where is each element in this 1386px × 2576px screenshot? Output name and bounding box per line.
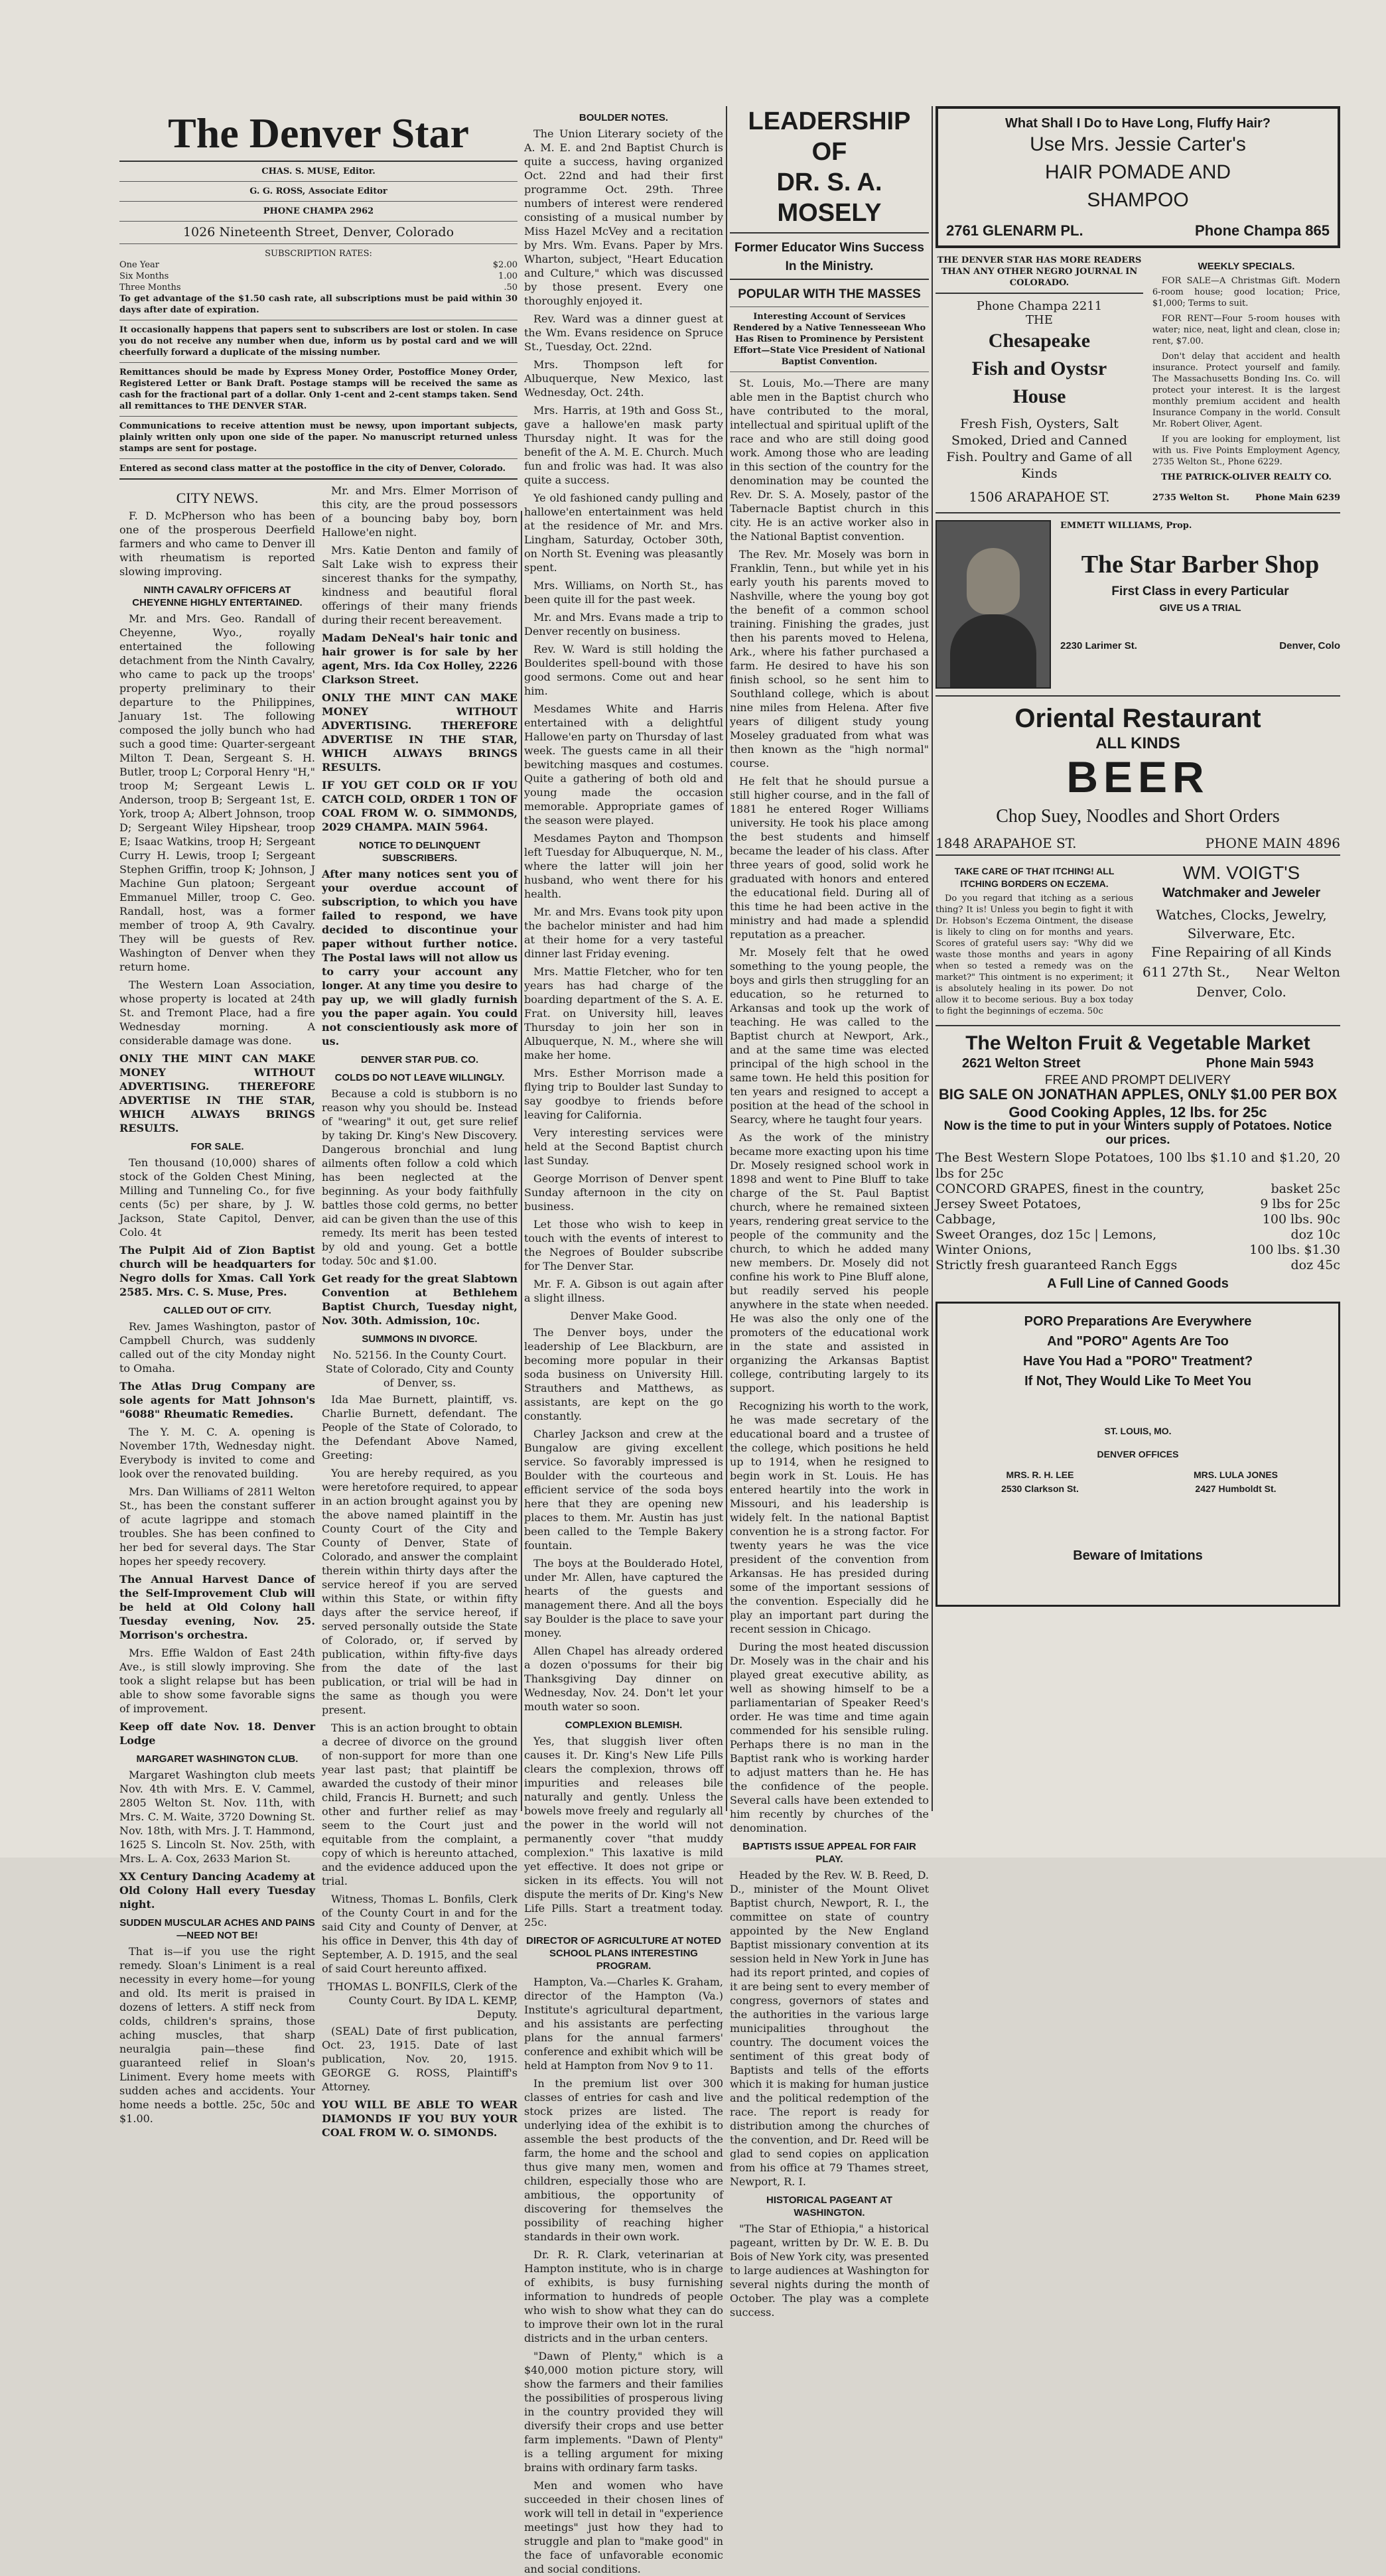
barber-ad [936, 520, 1340, 689]
news-item: The Y. M. C. A. opening is November 17th, Wednesday night. Everybody is invited to come and look over the renovated building. [119, 1426, 315, 1480]
weekly-item: Don't delay that accident and health insurance. Protect yourself and family. The Massachusetts Bonding Ins. Co. will protect your interest. It is the largest monthly premium accident and health Insurance Company in the world. Consult Mr. Robert Oliver, Agent. [1152, 352, 1340, 429]
welton-canned: A Full Line of Canned Goods [1047, 1276, 1229, 1291]
news-item: Mrs. Thompson left for Albuquerque, New Mexico, last Wednesday, Oct. 24th. [524, 358, 723, 399]
mosely-items [730, 376, 929, 2319]
entered-notice: Entered as second class matter at the postoffice in the city of Denver, Colorado. [119, 464, 506, 474]
chesapeake-address: 1506 ARAPAHOE ST. [969, 489, 1110, 505]
section-heading: HISTORICAL PAGEANT AT WASHINGTON. [766, 2195, 892, 2218]
news-item: Mrs. Williams, on North St., has been quite ill for the past week. [524, 579, 723, 606]
news-item: Recognizing his worth to the work, he was made secretary of the educational board and a trustee of the college, which positions he held up to 1914, when he resigned to begin work in St. Louis. He has entered heartily into the work in Missouri, and his leadership is widely felt. In the national Baptist convention he is a strong factor. For twenty years he was the vice president of the convention from Arkansas. He has presided during some of the important sessions of the convention. Especially did he play an important part during the recent session in Chicago. [730, 1400, 929, 1635]
carter-line-2: HAIR POMADE AND [1044, 161, 1231, 183]
poro-city: ST. LOUIS, MO. [1104, 1426, 1172, 1436]
notice-item: The Pulpit Aid of Zion Baptist church will be headquarters for Negro dolls for Xmas. Call York 2585. Mrs. C. S. Muse, Pres. [119, 1244, 315, 1298]
poro-line-4: If Not, They Would Like To Meet You [1024, 1374, 1251, 1389]
mosely-article [730, 106, 929, 2319]
section-heading: COMPLEXION BLEMISH. [565, 1720, 683, 1731]
barber-portrait [936, 520, 1051, 689]
news-item: Mrs. Katie Denton and family of Salt Lake wish to express their sincerest thanks for the sympathy, kindness and beautiful floral offerings of their many friends during their recent bereavement. [322, 544, 518, 626]
section-heading: COLDS DO NOT LEAVE WILLINGLY. [334, 1072, 505, 1083]
news-item: Mr. and Mrs. Elmer Morrison of this city, are the proud possessors of a bouncing baby boy, born Hallowe'en night. [322, 484, 518, 539]
welton-sale: BIG SALE ON JONATHAN APPLES, ONLY $1.00 PER BOX [938, 1086, 1338, 1103]
chesapeake-name-1: Chesapeake [988, 330, 1091, 352]
section-heading: SUDDEN MUSCULAR ACHES AND PAINS—NEED NOT BE! [119, 1917, 315, 1941]
news-item: Hampton, Va.—Charles K. Graham, director of the Hampton (Va.) Institute's agricultural department, and his assistants are perfecting plans for the annual farmers' conference and exhibit which will be held at Hampton from Nov 9 to 11. [524, 1976, 723, 2072]
boulder-notes [524, 106, 723, 2575]
section-heading: MARGARET WASHINGTON CLUB. [136, 1753, 299, 1765]
section-heading: NOTICE TO DELINQUENT SUBSCRIBERS. [358, 840, 481, 864]
city-news [119, 484, 315, 2143]
rates-list [119, 259, 518, 293]
oriental-beer: BEER [1066, 752, 1210, 801]
column-two-items [322, 484, 518, 2139]
price-row: CONCORD GRAPES, finest in the country, basket 25c [936, 1182, 1340, 1196]
news-item: Rev. James Washington, pastor of Campbell Church, was suddenly called out of the city Monday night to Omaha. [119, 1320, 315, 1375]
news-item: That is—if you use the right remedy. Sloan's Liniment is a real necessity in every home—for young and old. Its merit is praised in dozens of letters. A stiff neck from colds, children's sprains, those aching muscles, that sharp neuralgia pain—these find guaranteed relief in Sloan's Liniment. Every home meets with sudden aches and accidents. Your home needs a bottle. 25c, 50c and $1.00. [119, 1945, 315, 2125]
poro-line-1: PORO Preparations Are Everywhere [1024, 1314, 1252, 1329]
section-heading: DIRECTOR OF AGRICULTURE AT NOTED SCHOOL PLANS INTERESTING PROGRAM. [526, 1935, 721, 1972]
eczema-ad [936, 860, 1133, 1021]
notice-item: Keep off date Nov. 18. Denver Lodge [119, 1720, 315, 1747]
news-item: Mr. and Mrs. Evans made a trip to Denver recently on business. [524, 611, 723, 638]
news-item: Rev. W. Ward is still holding the Boulderites spell-bound with those good sermons. Come out and hear him. [524, 643, 723, 697]
notice-item: ONLY THE MINT CAN MAKE MONEY WITHOUT ADVERTISING. THEREFORE ADVERTISE IN THE STAR, WHICH ALWAYS BRINGS RESULTS. [322, 691, 518, 774]
phone-line: PHONE CHAMPA 2962 [263, 206, 374, 216]
news-item: The Rev. Mr. Mosely was born in Franklin, Tenn., but while yet in his early youth his parents moved to Nashville, where the young boy got the benefit of a common school training. Finishing the grades, just then his parents moved to Helena, Ark., where his father purchased a farm. He desired to have his son finish school, so he sent him to Southland college, which is about nine miles from Helena. After five years of diligent study young Moseley graduated from what was then known as the "high normal" course. [730, 548, 929, 770]
welton-potato-note: Now is the time to put in your Winters supply of Potatoes. Notice our prices. [943, 1119, 1332, 1147]
poro-offices: DENVER OFFICES [1097, 1449, 1179, 1459]
section-heading: SUMMONS IN DIVORCE. [362, 1333, 478, 1345]
price-row: Cabbage, 100 lbs. 90c [936, 1212, 1340, 1227]
weekly-item: FOR SALE—A Christmas Gift. Modern 6-room house; good location; Price, $1,000; Terms to suit. [1152, 276, 1340, 308]
weekly-item: FOR RENT—Four 5-room houses with water; nice, neat, light and clean, close in; rent, $7.00. [1152, 314, 1340, 346]
news-item: The Western Loan Association, whose property is located at 24th St. and Tremont Place, had a fire Wednesday morning. A considerable damage was done. [119, 979, 315, 1047]
city-news-heading: CITY NEWS. [176, 490, 259, 506]
news-item: Mrs. Dan Williams of 2811 Welton St., has been the constant sufferer of acute lagrippe and stomach troubles. She has been confined to her bed for several days. The Star hopes her speedy recovery. [119, 1485, 315, 1568]
news-item: Mesdames Payton and Thompson left Tuesday for Albuquerque, N. M., where the latter will join her husband, who went there for his health. [524, 832, 723, 900]
carter-line-3: SHAMPOO [1087, 189, 1189, 211]
notice-item: The Annual Harvest Dance of the Self-Improvement Club will be held at Old Colony hall Tuesday evening, Nov. 25. Morrison's orchestra. [119, 1573, 315, 1641]
notice-item: After many notices sent you of your overdue account of subscription, to which you have failed to respond, we have decided to discontinue your paper without further notice. The Postal laws will not allow us to carry your account any longer. At any time you desire to pay up, we will gladly furnish you the paper again. You could not conscientiously ask more of us. [322, 868, 518, 1048]
notice-item: XX Century Dancing Academy at Old Colony Hall every Tuesday night. [119, 1870, 315, 1911]
welton-name: The Welton Fruit & Vegetable Market [965, 1032, 1310, 1054]
centered-line: No. 52156. In the County Court. State of Colorado, City and County of Denver, ss. [325, 1349, 514, 1389]
section-heading: CALLED OUT OF CITY. [163, 1305, 271, 1316]
news-item: Charley Jackson and crew at the Bungalow are giving excellent service. So favorably impressed is Boulder with the courteous and efficient service of the soda boys here that they are opening new places to them. Mr. Austin has just been called to the Temple Bakery fountain. [524, 1428, 723, 1552]
poro-agents: MRS. R. H. LEE 2530 Clarkson St. MRS. LULA JONES 2427 Humboldt St. [1001, 1469, 1279, 1494]
weekly-heading: WEEKLY SPECIALS. [1198, 261, 1295, 272]
oriental-kinds: ALL KINDS [1095, 734, 1180, 752]
news-item: Witness, Thomas L. Bonfils, Clerk of the County Court in and for the said City and County of Denver, at his office in Denver, this 4th day of September, A. D. 1915, and the seal of said Court hereunto affixed. [322, 1893, 518, 1975]
news-item: This is an action brought to obtain a decree of divorce on the ground of non-support for more than one year last past; that plaintiff be awarded the custody of their minor child, Francis H. Burnett; and such other and further relief as may seem to the Court just and equitable from the complaint, a copy of which is hereunto attached, and the evidence adduced upon the trial. [322, 1722, 518, 1887]
news-item: Mrs. Mattie Fletcher, who for ten years has had charge of the boarding department of the S. A. E. Frat. on University hill, leaves Thursday to join her son in Albuquerque, N. M., where she will make her home. [524, 965, 723, 1061]
price-row: Sweet Oranges, doz 15c | Lemons, doz 10c [936, 1227, 1340, 1242]
barber-contact: 2230 Larimer St. Denver, Colo [1060, 640, 1340, 651]
welton-price-list [936, 1182, 1340, 1273]
voigt-trade: Watchmaker and Jeweler [1162, 886, 1321, 900]
price-row: Winter Onions, 100 lbs. $1.30 [936, 1243, 1340, 1257]
oriental-ad [936, 701, 1340, 850]
price-row: Jersey Sweet Potatoes, 9 lbs for 25c [936, 1197, 1340, 1211]
city-news-items [119, 509, 315, 2126]
news-item: Ida Mae Burnett, plaintiff, vs. Charlie Burnett, defendant. The People of the State of Colorado, to the Defendant Above Named, Greeting: [322, 1393, 518, 1461]
chesapeake-weekly-row [936, 255, 1340, 504]
news-item: Headed by the Rev. W. B. Reed, D. D., minister of the Mount Olivet Baptist church, Newport, R. I., the committee on state of country appointed by the New England Baptist missionary convention at its session held in New York in June has had its report printed, and copies of it are being sent to every member of congress, governors of states and the authorities in the various large municipalities throughout the country. The document voices the sentiment of this great body of Baptists and tells of the efforts which it is making for human justice and the political redemption of the race. The report is ready for distribution among the churches of the convention, and Dr. Reed will be glad to send copies on application from his office at 79 Thames street, Newport, R. I. [730, 1869, 929, 2188]
section-heading: NINTH CAVALRY OFFICERS AT CHEYENNE HIGHLY ENTERTAINED. [132, 584, 303, 608]
news-item: The boys at the Boulderado Hotel, under Mr. Allen, have captured the hearts of the guests and management there. And all the boys say Boulder is the place to save your money. [524, 1557, 723, 1639]
news-item: The Union Literary society of the A. M. E. and 2nd Baptist Church is quite a success, having organized Oct. 22nd and had their first programme Oct. 29th. Three numbers of interest were rendered consisting of a musical number by Miss Hazel McVey and a recitation by Mrs. Wm. Evans. Paper by Mrs. Wharton, subject, "Heart Education and Culture," which was discussed by those present. Every one thoroughly enjoyed it. [524, 127, 723, 307]
notice-item: Madam DeNeal's hair tonic and hair grower is for sale by her agent, Mrs. Ida Cox Holley, 2226 Clarkson Street. [322, 632, 518, 686]
news-item: Ye old fashioned candy pulling and hallowe'en entertainment was held at the residence of Mr. and Mrs. Lingham, Saturday, October 30th, on North St. Evening was pleasantly spent. [524, 492, 723, 574]
poro-line-3: Have You Had a "PORO" Treatment? [1022, 1354, 1253, 1369]
section-heading: FOR SALE. [190, 1141, 244, 1152]
ads-column [936, 106, 1340, 1811]
mosely-subtitle-3: POPULAR WITH THE MASSES [738, 287, 921, 301]
news-item: Men and women who have succeeded in their chosen lines of work will tell in detail in "experience meetings" just how they had to struggle and plan to "make good" in the face of unfavorable economic and social conditions. [524, 2479, 723, 2575]
welton-market-ad [936, 1030, 1340, 1291]
welton-potatoes: The Best Western Slope Potatoes, 100 lbs $1.10 and $1.20, 20 lbs for 25c [936, 1150, 1340, 1181]
weekly-item: If you are looking for employment, list with us. Five Points Employment Agency, 2735 Welton St., Phone 6229. [1152, 435, 1340, 467]
lost-papers-notice: It occasionally happens that papers sent to subscribers are lost or stolen. In case you do not receive any number when due, inform us by postal card and we will cheerfully forward a duplicate of the missing number. [119, 325, 518, 358]
notice-item: Get ready for the great Slabtown Convention at Bethlehem Baptist Church, Tuesday night, Nov. 30th. Admission, 10c. [322, 1272, 518, 1327]
chesapeake-body: Fresh Fish, Oysters, Salt Smoked, Dried and Canned Fish. Poultry and Game of all Kinds [946, 417, 1133, 481]
mosely-subtitle-2: In the Ministry. [785, 259, 874, 273]
chesapeake-ad [936, 299, 1143, 504]
barber-try: GIVE US A TRIAL [1159, 602, 1241, 614]
column-rule [726, 106, 727, 1811]
news-item: Mrs. Harris, at 19th and Goss St., gave a hallowe'en mask party Thursday night. It was for the benefit of the A. M. E. Church. Much fun and frolic was had. It was also quite a success. [524, 404, 723, 486]
chesapeake-name-2: Fish and Oystsr [971, 358, 1107, 379]
price-row: Strictly fresh guaranteed Ranch Eggs doz 45c [936, 1258, 1340, 1272]
oriental-contact: 1848 ARAPAHOE ST. PHONE MAIN 4896 [936, 835, 1340, 851]
oriental-chop-suey: Chop Suey, Noodles and Short Orders [996, 806, 1280, 827]
rate-row: Three Months .50 [119, 283, 518, 293]
barber-name: The Star Barber Shop [1081, 551, 1320, 578]
poro-beware: Beware of Imitations [1073, 1548, 1203, 1563]
welton-cooking-apples: Good Cooking Apples, 12 lbs. for 25c [1008, 1104, 1267, 1120]
news-item: As the work of the ministry became more exacting upon his time Dr. Mosely resigned school work in 1898 and went to Pine Bluff to take charge of the St. Paul Baptist church, where he remained sixteen years, rendering great service to the people of the community and the church, to which he added many new members. Dr. Mosely did not confine his work to Pine Bluff alone, but readily served his people anywhere in the state when needed. He was also the only one of the promoters of the educational work in the state and assisted in organizing the Arkansas Baptist college, contributing largely to its support. [730, 1131, 929, 1394]
section-heading: DENVER STAR PUB. CO. [360, 1054, 479, 1065]
news-item: (SEAL) Date of first publication, Oct. 23, 1915. Date of last publication, Nov. 20, 1915. GEORGE G. ROSS, Plaintiff's Attorney. [322, 2025, 518, 2093]
associate-line: G. G. ROSS, Associate Editor [249, 186, 387, 196]
news-item: George Morrison of Denver spent Sunday afternoon in the city on business. [524, 1172, 723, 1213]
news-item: Let those who wish to keep in touch with the events of interest to the Negroes of Boulder subscribe for The Denver Star. [524, 1218, 723, 1272]
voigt-line: Fine Repairing of all Kinds [1151, 944, 1332, 960]
signature-line: THOMAS L. BONFILS, Clerk of the County Court. By IDA L. KEMP, Deputy. [327, 1980, 518, 2021]
barber-prop: EMMETT WILLIAMS, Prop. [1060, 521, 1192, 531]
boulder-items [524, 127, 723, 2576]
news-item: F. D. McPherson who has been one of the prosperous Deerfield farmers and who came to Denver ill with rheumatism is reported slowing improving. [119, 509, 315, 578]
notice-item: ONLY THE MINT CAN MAKE MONEY WITHOUT ADVERTISING. THEREFORE ADVERTISE IN THE STAR, WHICH ALWAYS BRINGS RESULTS. [119, 1052, 315, 1134]
chesapeake-name-3: House [1012, 385, 1066, 407]
voigt-city: Denver, Colo. [1196, 984, 1286, 1000]
remittance-notice: Remittances should be made by Express Money Order, Postoffice Money Order, Registered Letter or Bank Draft. Postage stamps will be received the same as cash for the fractional part of a dollar. Only 1-cent and 2-cent stamps taken. Send all remittances to THE DENVER STAR. [119, 368, 518, 411]
news-item: The Denver boys, under the leadership of Lee Blackburn, are becoming more popular in their soda business on University Hill. Strauthers and Matthews, as assistants, are kept on the go constantly. [524, 1326, 723, 1422]
news-item: Ten thousand (10,000) shares of stock of the Golden Chest Mining, Milling and Tunneling Co., for five cents (5c) per share, by J. W. Jackson, State Capitol, Denver, Colo. 4t [119, 1156, 315, 1239]
news-item: St. Louis, Mo.—There are many able men in the Baptist church who have contributed to the moral, intellectual and spiritual uplift of the race and who are still doing good work. Among those who are leading in this section of the country for the denomination may be counted the Rev. Dr. S. A. Mosely, pastor of the Tabernacle Baptist church in this city. He is an active worker also in the National Baptist convention. [730, 377, 929, 543]
voigt-name: WM. VOIGT'S [1182, 862, 1300, 883]
barber-subtitle: First Class in every Particular [1111, 584, 1289, 598]
chesapeake-phone: Phone Champa 2211 [976, 299, 1103, 313]
news-item: Yes, that sluggish liver often causes it. Dr. King's New Life Pills clears the complexion, throws off impurities and releases bile naturally and gently. Unless the bowels move freely and regularly all the power in the world will not permanently cover "that muddy complexion." This laxative is mild yet effective. It does not gripe or sicken in its effects. You will not dispute the merits of Dr. King's New Life Pills. Start a treatment today. 25c. [524, 1735, 723, 1929]
mosely-subtitle-1: Former Educator Wins Success [734, 241, 924, 255]
voigt-line: Watches, Clocks, Jewelry, [1156, 907, 1327, 923]
mosely-title-2: DR. S. A. MOSELY [776, 169, 882, 227]
boulder-heading: BOULDER NOTES. [579, 112, 669, 123]
news-item: You are hereby required, as you were heretofore required, to appear in an action brought against you by the above named plaintiff in the County Court of the City and County of Denver, State of Colorado, and answer the complaint therein within thirty days after the service hereof if you are served within this State, or within fifty days after the service hereof, if served personally outside the State of Colorado, or, if served by publication, within fifty-five days from the date of the last publication, or trial will be had in the same as though you were present. [322, 1467, 518, 1716]
eczema-body: Do you regard that itching as a serious thing? It is! Unless you begin to fight it with Dr. Hobson's Eczema Ointment, the disease is likely to cling on for months and years. Scores of grateful users say: "Why did we waste those months and years in agony when so tested a remedy was on the market?" This ointment is no experiment; it is absolutely healing in its power. Do not allow it to become serious. Buy a box today to fight the beginnings of eczema. 50c [936, 894, 1133, 1016]
notice-item: YOU WILL BE ABLE TO WEAR DIAMONDS IF YOU BUY YOUR COAL FROM W. O. SIMONDS. [322, 2098, 518, 2139]
weekly-company: THE PATRICK-OLIVER REALTY CO. [1160, 472, 1332, 482]
poro-ad [936, 1302, 1340, 1607]
welton-contact: 2621 Welton Street Phone Main 5943 [962, 1056, 1314, 1071]
voigt-ad [1143, 860, 1340, 1021]
carter-ad [936, 106, 1340, 248]
masthead-title: The Denver Star [168, 109, 469, 157]
news-item: Mr. Mosely felt that he owed something to the young people, the boys and girls then struggling for an education, so he returned to Arkansas and took up the work of teaching. He was called to the Baptist church at Newport, Ark., and at the same time was elected principal of the high school in the same town. He held this position for ten years and resigned to accept a position at the head of the school in Searcy, where he taught four years. [730, 946, 929, 1126]
news-item: Mrs. Esther Morrison made a flying trip to Boulder last Sunday to say goodbye to friends before leaving for California. [524, 1067, 723, 1121]
mosely-deck: Interesting Account of Services Rendered by a Native Tennesseean Who Has Risen to Prominence by Persistent Effort—State Vice President of National Baptist Convention. [732, 312, 926, 367]
news-item: Margaret Washington club meets Nov. 4th with Mrs. E. V. Cammel, 2805 Welton St. Nov. 11th, with Mrs. C. M. Waite, 3720 Downing St. Nov. 18th, with Mrs. J. T. Hammond, 1625 S. Lincoln St. Nov. 25th, with Mrs. L. A. Cox, 2633 Marion St. [119, 1769, 315, 1865]
editor-line: CHAS. S. MUSE, Editor. [261, 167, 376, 176]
news-item: Mr. and Mrs. Geo. Randall of Cheyenne, Wyo., royally entertained the following detachment from the Ninth Cavalry, who came to pack up the troops' property preliminary to their departure to the Philippines, January 1st. The following composed the jolly bunch who had such a good time: Quarter-sergeant Milton T. Dean, Sergeant S. H. Butler, troop L; Corporal Henry "H," troop M; Sergeant Lewis L. Anderson, troop B; Sergeant 1st, E. York, troop A; Albert Johnson, troop D; Sergeant Wiley Hipshear, troop E; Isaac Watkins, troop H; Sergeant Curry H. Lewis, troop I; Sergeant Stephen Griffin, troop K; Johnson, J Machine Gun platoon; Sergeant Emmanuel Miller, troop C. Geo. Randall, host, was a former member of troop A, 9th Cavalry. They will be guests of Rev. Washington of Denver when they return home. [119, 612, 315, 973]
news-item: Dr. R. R. Clark, veterinarian at Hampton institute, who is in charge of exhibits, is busy furnishing information to hundreds of people who wish to show what they can do to improve their own lot in the rural districts and in the urban centers. [524, 2248, 723, 2344]
welton-delivery: FREE AND PROMPT DELIVERY [1044, 1073, 1231, 1087]
notice-item: The Atlas Drug Company are sole agents for Matt Johnson's "6088" Rheumatic Remedies. [119, 1380, 315, 1420]
news-item: "Dawn of Plenty," which is a $40,000 motion picture story, will show the farmers and their families the possibilities of prosperous living in the country provided they will diversify their crops and use better farm implements. "Dawn of Plenty" is a telling argument for mixing brains with ordinary farm tasks. [524, 2350, 723, 2474]
weekly-specials [1152, 255, 1340, 504]
voigt-address: 611 27th St., Near Welton [1143, 964, 1340, 980]
news-item: In the premium list over 300 classes of entries for cash and live stock prizes are listed. The underlying idea of the exhibit is to assemble the best products of the farm, the home and the school and thus give many men, women and children, especially those who are ambitious, the opportunity of discovering for themselves the possibility of reaching higher standards in their own work. [524, 2077, 723, 2243]
carter-line-1: Use Mrs. Jessie Carter's [1030, 133, 1246, 155]
column-two [322, 484, 518, 2143]
news-item: During the most heated discussion Dr. Mosely was in the chair and his played great executive ability, as well as showing himself to be a parliamentarian of Speaker Reed's order. He was time and time again commended for his sensible ruling. Perhaps there is no man in the Baptist rank who is working harder to adjust matters than he. He has the confidence of the people. Several calls have been extended to him recently by churches of the denomination. [730, 1641, 929, 1834]
rates-heading: SUBSCRIPTION RATES: [265, 249, 372, 259]
poro-line-2: And "PORO" Agents Are Too [1047, 1334, 1229, 1349]
rate-row: Six Months 1.00 [119, 271, 518, 281]
mosely-title-1: LEADERSHIP OF [748, 107, 911, 166]
oriental-name: Oriental Restaurant [1014, 704, 1261, 733]
news-item: Rev. Ward was a dinner guest at the Wm. Evans residence on Spruce St., Tuesday, Oct. 22nd. [524, 312, 723, 353]
centered-line: Denver Make Good. [570, 1310, 677, 1322]
news-item: He felt that he should pursue a still higher course, and in the fall of 1881 he entered Roger Williams university. He took his place among the best students and himself became the leader of his class. After three years of good, solid work he graduated with honors and entered the educational field. During all of this time he had been active in the ministry and had made a splendid reputation as a preacher. [730, 775, 929, 941]
news-item: Mrs. Effie Waldon of East 24th Ave., is still slowly improving. She took a slight relapse but has been able to show some favorable signs of improvement. [119, 1647, 315, 1715]
news-item: Mr. F. A. Gibson is out again after a slight illness. [524, 1278, 723, 1304]
carter-question: What Shall I Do to Have Long, Fluffy Hair? [1005, 116, 1271, 131]
news-item: Allen Chapel has already ordered a dozen o'possums for their big Thanksgiving Day dinner on Wednesday, Nov. 24. Don't let your mouth water so soon. [524, 1645, 723, 1713]
section-heading: BAPTISTS ISSUE APPEAL FOR FAIR PLAY. [742, 1841, 916, 1865]
masthead-column [119, 106, 518, 2139]
weekly-contact: 2735 Welton St. Phone Main 6239 [1152, 493, 1340, 503]
eczema-heading: TAKE CARE OF THAT ITCHING! ALL ITCHING BORDERS ON ECZEMA. [954, 866, 1115, 889]
news-item: Mr. and Mrs. Evans took pity upon the bachelor minister and had him at their home for a very tasteful dinner last Friday evening. [524, 906, 723, 960]
news-item: Very interesting services were held at the Second Baptist church last Sunday. [524, 1126, 723, 1167]
news-item: "The Star of Ethiopia," a historical pageant, written by Dr. W. E. B. Du Bois of New York city, was presented to large audiences at Washington for several nights during the month of October. The play was a complete success. [730, 2222, 929, 2319]
communications-notice: Communications to receive attention must be newsy, upon important subjects, plainly written only upon one side of the paper. No manuscript returned unless stamps are sent for postage. [119, 421, 518, 454]
news-item: Because a cold is stubborn is no reason why you should be. Instead of "wearing" it out, get sure relief by taking Dr. King's New Discovery. Dangerous bronchial and lung ailments often follow a cold which has been neglected at the beginning. As your body faithfully battles those cold germs, no better aid can be given than the use of this remedy. Its merit has been tested by old and young. Get a bottle today. 50c and $1.00. [322, 1087, 518, 1267]
rate-row: One Year $2.00 [119, 260, 518, 270]
eczema-voigt-row [936, 860, 1340, 1021]
rates-note: To get advantage of the $1.50 cash rate, all subscriptions must be paid within 30 days after date of expiration. [119, 294, 518, 315]
voigt-line: Silverware, Etc. [1187, 925, 1296, 941]
address-line: 1026 Nineteenth Street, Denver, Colorado [182, 225, 454, 239]
carter-contact: 2761 GLENARM PL. Phone Champa 865 [946, 222, 1330, 239]
news-item: Mesdames White and Harris entertained with a delightful Hallowe'en party on Thursday of last week. The guests came in all their bewitching masques and costumes. Quite a gathering of both old and young made the occasion memorable. Appropriate games of the season were played. [524, 703, 723, 827]
readers-notice: THE DENVER STAR HAS MORE READERS THAN ANY OTHER NEGRO JOURNAL IN COLORADO. [937, 255, 1142, 288]
chesapeake-the: THE [1026, 313, 1053, 327]
column-rule [932, 106, 933, 1811]
column-rule [521, 511, 522, 1811]
notice-item: IF YOU GET COLD OR IF YOU CATCH COLD, ORDER 1 TON OF COAL FROM W. O. SIMMONDS, 2029 CHAMPA. MAIN 5964. [322, 779, 518, 833]
